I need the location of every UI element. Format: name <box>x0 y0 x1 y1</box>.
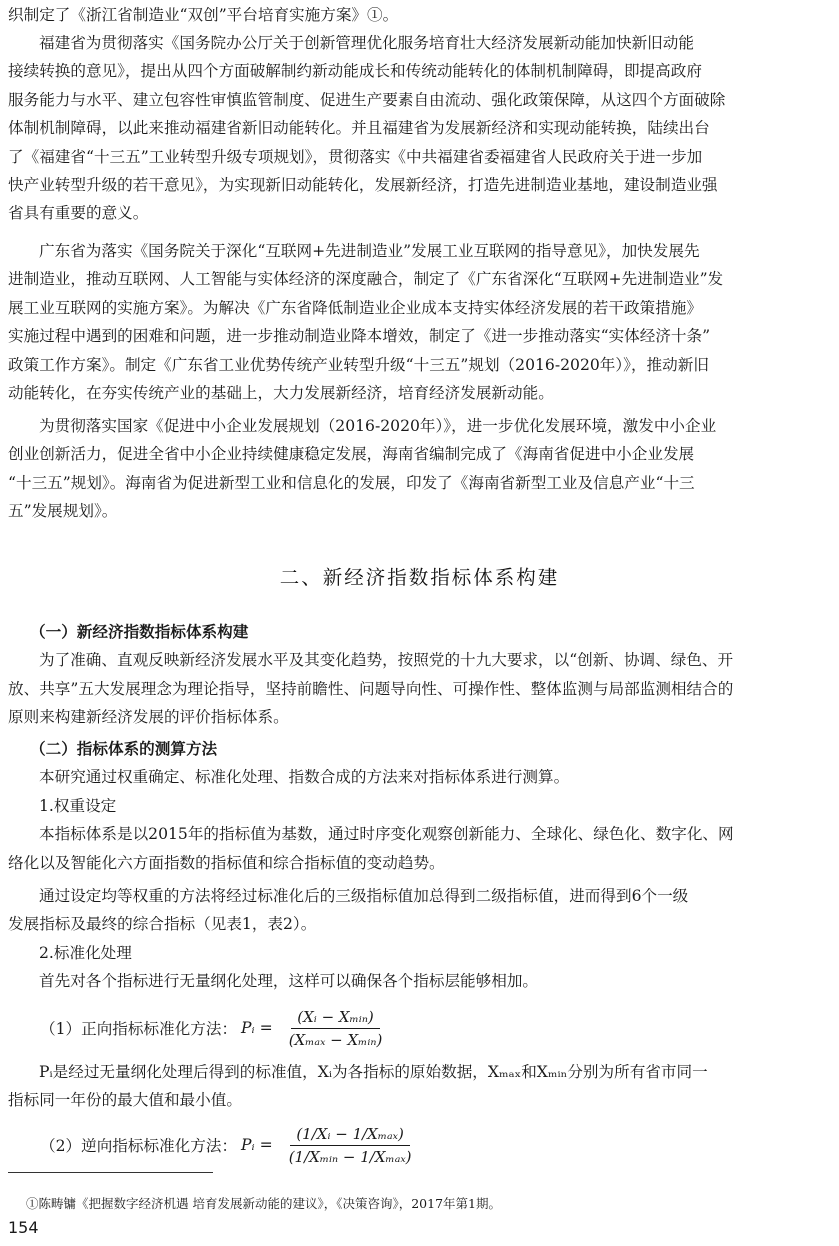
numbered-heading: 1.权重设定 <box>39 796 117 815</box>
paragraph-hainan <box>8 412 832 526</box>
text-line: 动能转化，在夯实传统产业的基础上，大力发展新经济，培育经济发展新动能。 <box>8 384 554 403</box>
text-line: 政策工作方案》。制定《广东省工业优势传统产业转型升级“十三五”规划（2016-2020年）》，推动新旧 <box>8 355 709 374</box>
text-line: 了《福建省“十三五”工业转型升级专项规划》，贯彻落实《中共福建省委福建省人民政府关于进一步加 <box>8 147 703 166</box>
text-line: 为了准确、直观反映新经济发展水平及其变化趋势，按照党的十九大要求，以“创新、协调、绿色、开 <box>39 651 734 670</box>
paragraph-explain <box>8 1058 832 1115</box>
formula-label: （2）逆向指标标准化方法： <box>40 1137 238 1155</box>
text-line: 五”发展规划》。 <box>8 502 118 521</box>
text-line: 快产业转型升级的若干意见》，为实现新旧动能转化，发展新经济，打造先进制造业基地，建设制造业强 <box>8 176 718 195</box>
text-line: 本研究通过权重确定、标准化处理、指数合成的方法来对指标体系进行测算。 <box>39 768 570 787</box>
text-line: 展工业互联网的实施方案》。为解决《广东省降低制造业企业成本支持实体经济发展的若干政策措施》 <box>8 298 702 317</box>
text-line: 实施过程中遇到的困难和问题，进一步推动制造业降本增效，制定了《进一步推动落实“实体经济十条” <box>8 327 711 346</box>
paragraph-guangdong <box>8 237 832 407</box>
text-line: 原则来构建新经济发展的评价指标体系。 <box>8 708 289 727</box>
text-line: 体制机制障碍，以此来推动福建省新旧动能转化。并且福建省为发展新经济和实现动能转换，陆续出台 <box>8 119 710 138</box>
text-line: 接续转换的意见》，提出从四个方面破解制约新动能成长和传统动能转化的体制机制障碍，即提高政府 <box>8 62 702 81</box>
text-line: 放、共享”五大发展理念为理论指导，坚持前瞻性、问题导向性、可操作性、整体监测与局部监测相结合的 <box>8 679 734 698</box>
fraction-numerator: (Xᵢ − Xₘᵢₙ) <box>291 1008 379 1029</box>
subsection-heading: （二）指标体系的测算方法 <box>30 740 218 758</box>
subsection-indicator-system <box>8 618 832 732</box>
fraction-denominator: (Xₘₐₓ − Xₘᵢₙ) <box>288 1030 383 1049</box>
formula-negative <box>8 1118 832 1172</box>
footnote-divider <box>8 1172 213 1173</box>
text-line: 指标同一年份的最大值和最小值。 <box>8 1091 242 1110</box>
fraction <box>283 1125 418 1166</box>
fraction-numerator: (1/Xᵢ − 1/Xₘₐₓ) <box>290 1125 410 1146</box>
fraction <box>283 1008 389 1049</box>
subsection-method <box>8 735 832 877</box>
text-line: 络化以及智能化六方面指数的指标值和综合指标值的变动趋势。 <box>8 853 445 872</box>
section-title: 二、新经济指数指标体系构建 <box>279 566 560 589</box>
continued-text-line: 织制定了《浙江省制造业“双创”平台培育实施方案》①。 <box>8 6 399 24</box>
footnote: ①陈畴镛《把握数字经济机遇 培育发展新动能的建议》，《决策咨询》，2017年第1期。 <box>26 1196 501 1211</box>
text-line: 首先对各个指标进行无量纲化处理，这样可以确保各个指标层能够相加。 <box>39 972 539 991</box>
text-line: 广东省为落实《国务院关于深化“互联网+先进制造业”发展工业互联网的指导意见》，加快发展先 <box>39 242 700 260</box>
text-line: Pᵢ是经过无量纲化处理后得到的标准值，Xᵢ为各指标的原始数据，Xₘₐₓ和Xₘᵢₙ分别为所有省市同一 <box>39 1063 708 1081</box>
text-line: 服务能力与水平、建立包容性审慎监管制度、促进生产要素自由流动、强化政策保障，从这四个方面破除 <box>8 90 726 109</box>
text-line: 为贯彻落实国家《促进中小企业发展规划（2016-2020年）》，进一步优化发展环境，激发中小企业 <box>39 417 717 435</box>
text-line: 本指标体系是以2015年的指标值为基数，通过时序变化观察创新能力、全球化、绿色化、数字化、网 <box>39 825 734 844</box>
numbered-heading: 2.标准化处理 <box>39 943 132 962</box>
text-line: 发展指标及最终的综合指标（见表1，表2）。 <box>8 915 317 934</box>
formula-positive <box>8 1001 832 1055</box>
formula-lhs: Pᵢ = <box>241 1136 273 1154</box>
text-line: “十三五”规划》。海南省为促进新型工业和信息化的发展，印发了《海南省新型工业及信息产业“十三 <box>8 473 695 492</box>
text-line: 创业创新活力，促进全省中小企业持续健康稳定发展，海南省编制完成了《海南省促进中小企业发展 <box>8 445 695 464</box>
formula-label: （1）正向指标标准化方法： <box>40 1020 238 1038</box>
formula-lhs: Pᵢ = <box>241 1019 273 1037</box>
subsection-heading: （一）新经济指数指标体系构建 <box>30 623 249 641</box>
paragraph-weights <box>8 882 832 996</box>
paragraph-fujian <box>8 29 832 228</box>
page-number: 154 <box>8 1218 39 1237</box>
text-line: 进制造业，推动互联网、人工智能与实体经济的深度融合，制定了《广东省深化“互联网+先进制造业”发 <box>8 270 724 289</box>
fraction-denominator: (1/Xₘᵢₙ − 1/Xₘₐₓ) <box>288 1147 412 1166</box>
text-line: 通过设定均等权重的方法将经过标准化后的三级指标值加总得到二级指标值，进而得到6个一级 <box>39 887 689 905</box>
text-line: 省具有重要的意义。 <box>8 204 149 223</box>
text-line: 福建省为贯彻落实《国务院办公厅关于创新管理优化服务培育壮大经济发展新动能加快新旧动能 <box>39 34 694 52</box>
